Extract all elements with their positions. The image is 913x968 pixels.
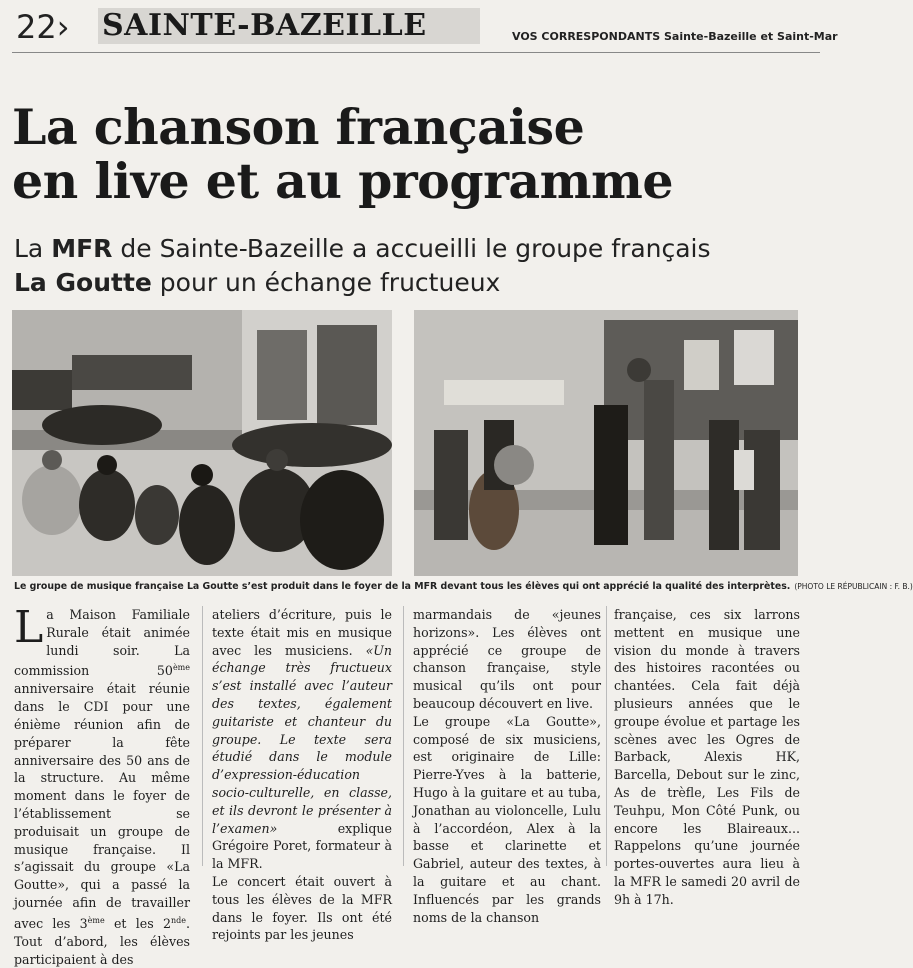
article-column-3: marmandais de «jeunes horizons». Les élèves ont apprécié ce groupe de chanson française, style musical qu’ils ont pour beaucoup découvert en live. Le groupe «La Goutte», composé de six musiciens, est originaire de Lille: Pierre-Yves à la batterie, Hugo à la guitare et au tuba, Jonathan au violoncelle, Lulu à l’accordéon, Alex à la basse et clarinette et Gabriel, auteur des textes, à la guitare et au chant. Influencés par les grands noms de la chanson bbox=[413, 607, 601, 925]
audience-photo bbox=[12, 310, 392, 576]
page-number: 22› bbox=[16, 8, 70, 46]
photo-credit: (PHOTO LE RÉPUBLICAIN : F. B.) bbox=[794, 582, 913, 591]
drop-cap: L bbox=[14, 602, 44, 653]
column-divider bbox=[606, 606, 607, 866]
photo-caption: Le groupe de musique française La Goutte s’est produit dans le foyer de la MFR devant tous les élèves qui ont apprécié la qualité des interprètes. (PHOTO LE RÉPUBLICAIN : F. B.) bbox=[14, 581, 913, 592]
header-rule bbox=[12, 52, 820, 53]
band-photo bbox=[414, 310, 798, 576]
column-divider bbox=[202, 606, 203, 866]
headline: La chanson française en live et au programme bbox=[12, 98, 674, 210]
correspondants-line: VOS CORRESPONDANTS Sainte-Bazeille et Saint-Mar bbox=[512, 30, 838, 43]
article-column-1: La Maison Familiale Rurale était animée lundi soir. La commission 50ème anniversaire était réunie dans le CDI pour une énième réunion afin de préparer la fête anniversaire des 50 ans de la structure. Au même moment dans le foyer de l’établissement se produisait un groupe de musique française. Il s’agissait du groupe «La Goutte», qui a passé la journée afin de travailler avec les 3ème et les 2nde. Tout d’abord, les élèves participaient à des bbox=[14, 602, 190, 967]
article-column-4: française, ces six larrons mettent en musique une vision du monde à travers des histoires racontées ou chantées. Cela fait déjà plusieurs années que le groupe évolue et partage les scènes avec les Ogres de Barback, Alexis HK, Barcella, Debout sur le zinc, As de trèfle, Les Fils de Teuhpu, Mon Côté Punk, ou encore les Blaireaux... Rappelons qu’une journée portes-ouvertes aura lieu à la MFR le samedi 20 avril de 9h à 17h. bbox=[614, 607, 800, 907]
subheadline: La MFR de Sainte-Bazeille a accueilli le groupe français La Goutte pour un échange fructueux bbox=[14, 234, 711, 297]
section-title: SAINTE-BAZEILLE bbox=[98, 8, 480, 44]
page-header bbox=[12, 0, 838, 50]
article-column-2: ateliers d’écriture, puis le texte était mis en musique avec les musiciens. «Un échange très fructueux s’est installé avec l’auteur des textes, également guitariste et chanteur du groupe. Le texte sera étudié dans le module d’expression-éducation socio-culturelle, en classe, et ils devront le présenter à l’examen» explique Grégoire Poret, formateur à la MFR. Le concert était ouvert à tous les élèves de la MFR dans le foyer. Ils ont été rejoints par les jeunes bbox=[212, 607, 392, 943]
column-divider bbox=[403, 606, 404, 866]
